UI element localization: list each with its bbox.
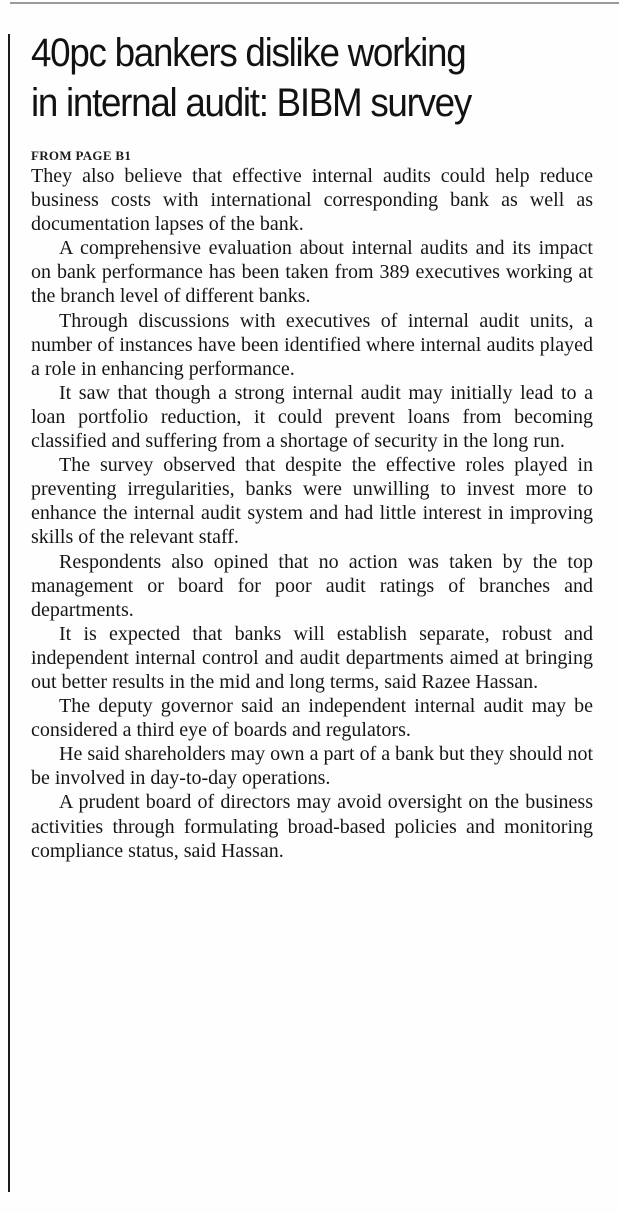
paragraph-3: Through discussions with executives of internal audit units, a number of instances have been identified where internal audits played a role in enhancing performance. [31,309,593,380]
paragraph-8: The deputy governor said an independent internal audit may be considered a third eye of boards and regulators. [31,695,593,742]
paragraph-5: The survey observed that despite the effective roles played in preventing irregularities, banks were unwilling to invest more to enhance the internal audit system and had little interest in improving skills of the relevant staff. [31,454,593,549]
byline: FROM PAGE B1 [31,148,132,163]
headline-line-1: 40pc bankers dislike working [31,31,466,75]
paragraph-4: It saw that though a strong internal audit may initially lead to a loan portfolio reduction, it could prevent loans from becoming classified and suffering from a shortage of security in the long run. [31,381,593,453]
paragraph-9: He said shareholders may own a part of a bank but they should not be involved in day-to-day operations. [31,743,593,790]
paragraph-7: It is expected that banks will establish separate, robust and independent internal control and audit departments aimed at bringing out better results in the mid and long terms, said Razee Hassan. [31,622,593,693]
headline [31,28,597,128]
paragraph-1: They also believe that effective internal audits could help reduce business costs with international corresponding bank as well as documentation lapses of the bank. [31,165,593,236]
headline-line-2: in internal audit: BIBM survey [31,81,471,125]
article [31,28,593,863]
article-body [31,164,593,863]
top-column-rule [10,2,619,4]
paragraph-2: A comprehensive evaluation about internal audits and its impact on bank performance has been taken from 389 executives working at the branch level of different banks. [31,237,593,308]
left-column-rule [8,34,10,1192]
paragraph-6: Respondents also opined that no action was taken by the top management or board for poor audit ratings of branches and departments. [31,550,593,621]
paragraph-10: A prudent board of directors may avoid oversight on the business activities through formulating broad-based policies and monitoring compliance status, said Hassan. [31,791,593,862]
